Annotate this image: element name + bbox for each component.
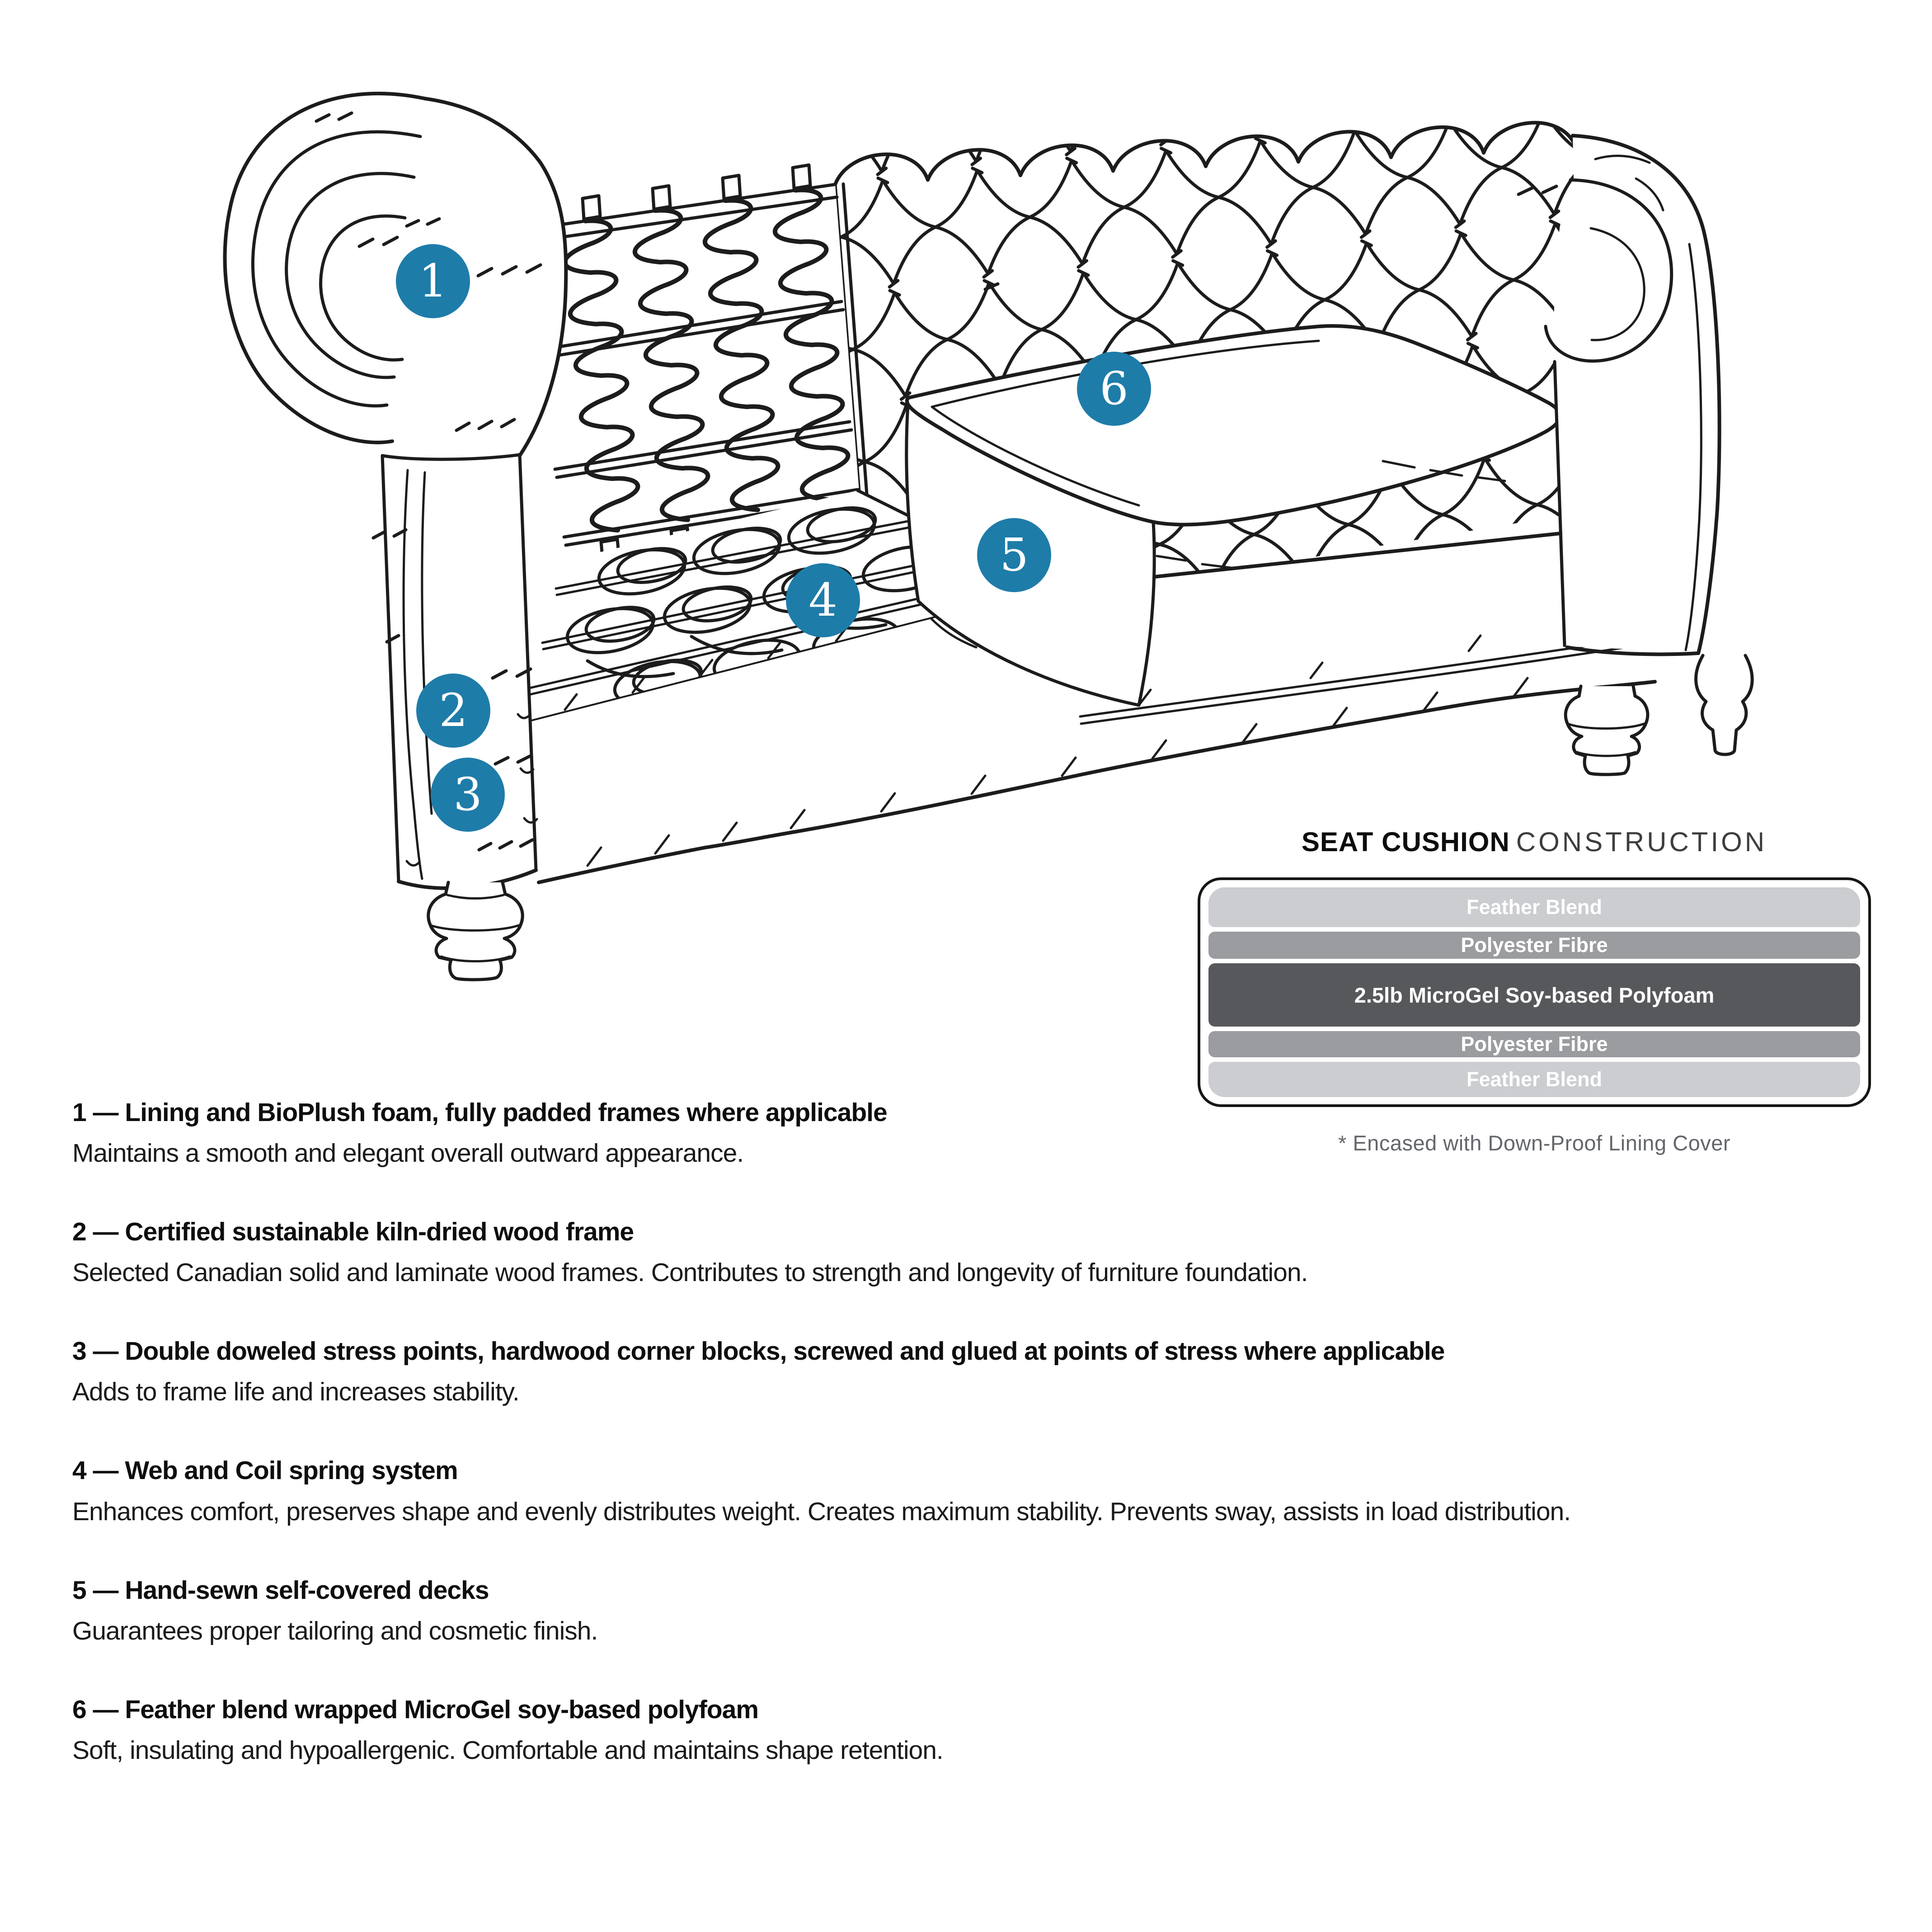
- feature-description: Soft, insulating and hypoallergenic. Comfortable and maintains shape retention.: [72, 1735, 943, 1765]
- layer-microgel-polyfoam: [1208, 963, 1860, 1027]
- back-right-leg: [1696, 655, 1753, 754]
- callout-4: [786, 563, 860, 637]
- right-arm: [1546, 135, 1720, 654]
- callout-3: [431, 758, 505, 832]
- layer-label: 2.5lb MicroGel Soy-based Polyfoam: [1354, 983, 1715, 1007]
- feature-heading: 2 — Certified sustainable kiln-dried wood frame: [72, 1217, 634, 1247]
- feature-item-6: [72, 1691, 1681, 1769]
- layer-feather-blend-bottom: [1208, 1062, 1860, 1097]
- callout-2: [416, 674, 490, 748]
- callout-1: [396, 244, 470, 318]
- feature-heading: 1 — Lining and BioPlush foam, fully padded frames where applicable: [72, 1098, 887, 1127]
- feature-description: Guarantees proper tailoring and cosmetic finish.: [72, 1616, 598, 1645]
- feature-heading: 5 — Hand-sewn self-covered decks: [72, 1575, 489, 1605]
- feature-list: [72, 1094, 1681, 1810]
- layer-label: Feather Blend: [1466, 895, 1603, 919]
- callout-5: [977, 518, 1051, 592]
- panel-footnote: * Encased with Down-Proof Lining Cover: [1338, 1131, 1731, 1155]
- cushion-layer-diagram: [1198, 877, 1871, 1107]
- panel-title-primary: SEAT CUSHION: [1301, 827, 1510, 857]
- callout-2-label: 2: [439, 684, 468, 737]
- layer-polyester-fibre-top: [1208, 932, 1860, 959]
- panel-title: [1198, 826, 1871, 858]
- feature-description: Enhances comfort, preserves shape and evenly distributes weight. Creates maximum stability. Prevents sway, assists in load distribution.: [72, 1497, 1571, 1526]
- feature-heading: 4 — Web and Coil spring system: [72, 1456, 458, 1485]
- layer-label: Feather Blend: [1466, 1068, 1603, 1091]
- layer-polyester-fibre-bottom: [1208, 1031, 1860, 1057]
- callout-6-label: 6: [1100, 362, 1128, 415]
- callout-1-label: 1: [418, 254, 447, 307]
- layer-label: Polyester Fibre: [1461, 1032, 1608, 1056]
- callout-6: [1077, 352, 1151, 426]
- callout-3-label: 3: [453, 768, 482, 821]
- callout-4-label: 4: [809, 574, 837, 627]
- callout-5-label: 5: [1000, 528, 1029, 581]
- feature-heading: 3 — Double doweled stress points, hardwood corner blocks, screwed and glued at points of stress where applicable: [72, 1337, 1445, 1366]
- layer-feather-blend-top: [1208, 887, 1860, 927]
- feature-heading: 6 — Feather blend wrapped MicroGel soy-based polyfoam: [72, 1695, 759, 1724]
- feature-item-4: [72, 1452, 1681, 1530]
- feature-item-1: [72, 1094, 1681, 1172]
- left-arm-cutaway: [224, 93, 566, 888]
- front-left-leg: [428, 882, 523, 980]
- feature-description: Selected Canadian solid and laminate wood frames. Contributes to strength and longevity of furniture foundation.: [72, 1258, 1308, 1287]
- feature-item-5: [72, 1572, 1681, 1649]
- feature-item-3: [72, 1333, 1681, 1410]
- layer-label: Polyester Fibre: [1461, 933, 1608, 957]
- feature-description: Maintains a smooth and elegant overall outward appearance.: [72, 1139, 744, 1168]
- front-right-leg: [1565, 686, 1648, 774]
- panel-title-secondary: CONSTRUCTION: [1516, 827, 1767, 857]
- feature-description: Adds to frame life and increases stability.: [72, 1377, 519, 1407]
- feature-item-2: [72, 1213, 1681, 1291]
